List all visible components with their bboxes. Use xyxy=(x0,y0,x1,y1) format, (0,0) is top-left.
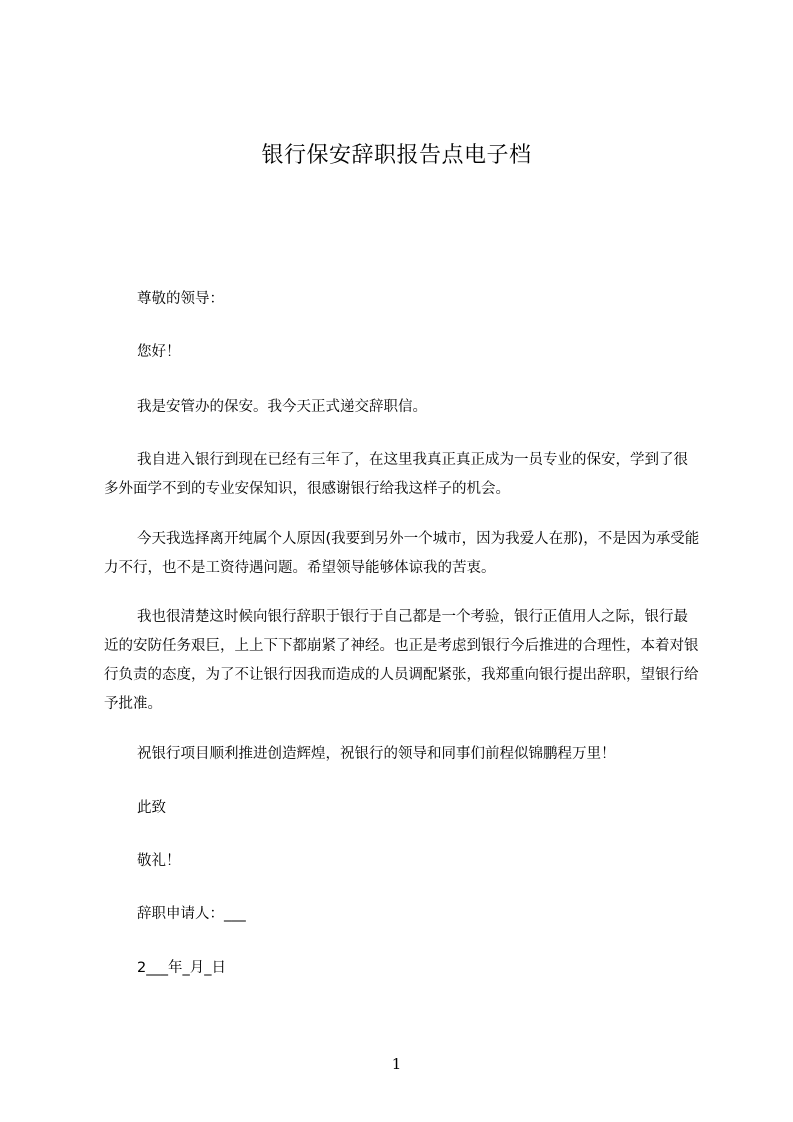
paragraph-3: 今天我选择离开纯属个人原因(我要到另外一个城市，因为我爱人在那)，不是因为承受能力不行，也不是工资待遇问题。希望领导能够体谅我的苦衷。 xyxy=(104,531,700,576)
salutation: 尊敬的领导： xyxy=(137,291,224,307)
paragraph-5: 祝银行项目顺利推进创造辉煌，祝银行的领导和同事们前程似锦鹏程万里！ xyxy=(137,746,616,762)
paragraph-1: 我是安管办的保安。我今天正式递交辞职信。 xyxy=(137,399,427,415)
date-line: 2___年_月_日 xyxy=(137,960,226,976)
applicant-signature: 辞职申请人：___ xyxy=(137,906,246,922)
page-title: 银行保安辞职报告点电子档 xyxy=(261,143,532,168)
paragraph-2: 我自进入银行到现在已经有三年了，在这里我真正真正成为一员专业的保安，学到了很多外面学不到的专业安保知识，很感谢银行给我这样子的机会。 xyxy=(104,452,688,497)
closing-line-1: 此致 xyxy=(137,800,166,816)
closing-line-2: 敬礼！ xyxy=(137,853,181,869)
paragraph-4: 我也很清楚这时候向银行辞职于银行于自己都是一个考验，银行正值用人之际，银行最近的安防任务艰巨，上上下下都崩紧了神经。也正是考虑到银行今后推进的合理性，本着对银行负责的态度，为了不让银行因我而造成的人员调配紧张，我郑重向银行提出辞职，望银行给予批准。 xyxy=(104,609,699,712)
greeting: 您好！ xyxy=(137,344,181,360)
page-number: 1 xyxy=(391,1055,402,1073)
